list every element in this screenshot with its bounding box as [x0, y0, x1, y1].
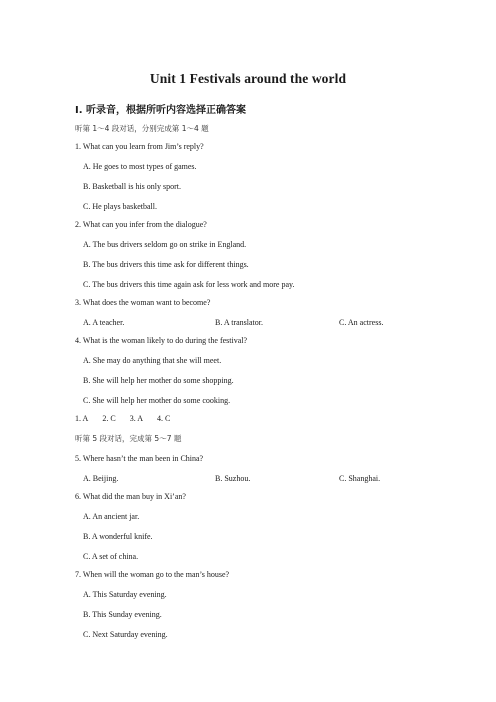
question-1-option-b: B. Basketball is his only sport.: [83, 182, 181, 191]
question-2-option-a: A. The bus drivers seldom go on strike in England.: [83, 240, 247, 249]
question-2-option-c: C. The bus drivers this time again ask for less work and more pay.: [83, 280, 295, 289]
question-1-option-c: C. He plays basketball.: [83, 202, 157, 211]
question-3-option-c: C. An actress.: [339, 318, 384, 327]
question-6-option-b: B. A wonderful knife.: [83, 532, 153, 541]
answer-key-part-a: [75, 414, 182, 424]
question-2-option-b: B. The bus drivers this time ask for different things.: [83, 260, 249, 269]
question-6-stem: 6. What did the man buy in Xi’an?: [75, 492, 186, 501]
instruction-part-b: 听第 5 段对话，完成第 5～7 题: [75, 434, 182, 443]
question-5-option-b: B. Suzhou.: [215, 474, 251, 483]
section-heading: Ⅰ. 听录音，根据所听内容选择正确答案: [75, 105, 247, 116]
question-5-option-a: A. Beijing.: [83, 474, 119, 483]
page-title: Unit 1 Festivals around the world: [149, 71, 347, 86]
question-1-stem: 1. What can you learn from Jim’s reply?: [75, 142, 204, 151]
question-4-stem: 4. What is the woman likely to do during the festival?: [75, 336, 248, 345]
answer-2: 2. C: [102, 414, 116, 423]
answer-3: 3. A: [129, 414, 144, 423]
question-1-option-a: A. He goes to most types of games.: [83, 162, 197, 171]
question-4-option-b: B. She will help her mother do some shopping.: [83, 376, 234, 385]
question-7-option-a: A. This Saturday evening.: [83, 590, 167, 599]
question-7-option-b: B. This Sunday evening.: [83, 610, 162, 619]
question-4-option-c: C. She will help her mother do some cooking.: [83, 396, 231, 405]
answer-1: 1. A: [75, 414, 89, 423]
question-6-option-a: A. An ancient jar.: [83, 512, 140, 521]
question-7-option-c: C. Next Saturday evening.: [83, 630, 168, 639]
question-3-option-b: B. A translator.: [215, 318, 263, 327]
question-3-option-a: A. A teacher.: [83, 318, 125, 327]
question-3-stem: 3. What does the woman want to become?: [75, 298, 211, 307]
question-2-stem: 2. What can you infer from the dialogue?: [75, 220, 207, 229]
instruction-part-a: 听第 1～4 段对话，分别完成第 1～4 题: [75, 124, 209, 133]
question-5-stem: 5. Where hasn’t the man been in China?: [75, 454, 204, 463]
answer-4: 4. C: [157, 414, 171, 423]
question-4-option-a: A. She may do anything that she will meet.: [83, 356, 222, 365]
question-6-option-c: C. A set of china.: [83, 552, 139, 561]
question-5-option-c: C. Shanghai.: [339, 474, 381, 483]
question-7-stem: 7. When will the woman go to the man’s house?: [75, 570, 230, 579]
